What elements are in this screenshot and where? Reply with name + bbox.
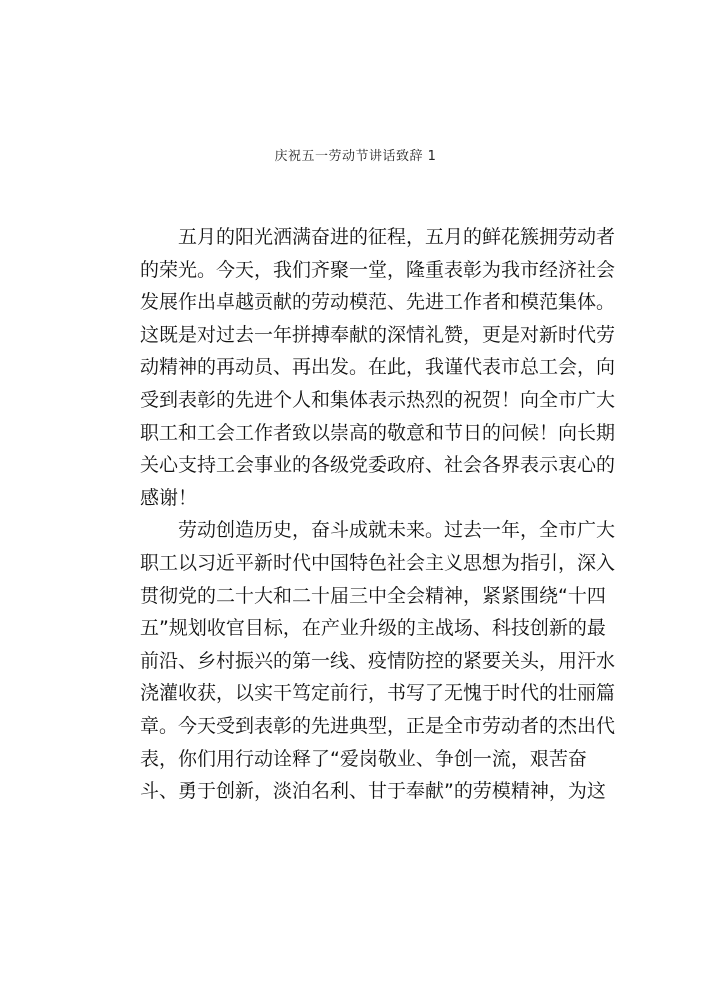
paragraph-1-line-6: 受到表彰的先进个人和集体表示热烈的祝贺！向全市广大 <box>140 388 616 411</box>
paragraph-2-line-3: 贯彻党的二十大和二十届三中全会精神，紧紧围绕“十四 <box>140 584 606 607</box>
paragraph-1-line-3: 发展作出卓越贡献的劳动模范、先进工作者和模范集体。 <box>140 291 616 314</box>
paragraph-1-line-8: 关心支持工会事业的各级党委政府、社会各界表示衷心的 <box>140 454 616 477</box>
paragraph-1-line-4: 这既是对过去一年拼搏奉献的深情礼赞，更是对新时代劳 <box>140 323 616 346</box>
paragraph-2-line-8: 表，你们用行动诠释了“爱岗敬业、争创一流，艰苦奋 <box>140 747 587 770</box>
paragraph-2-line-7: 章。今天受到表彰的先进典型，正是全市劳动者的杰出代 <box>140 714 616 737</box>
paragraph-1-line-7: 职工和工会工作者致以崇高的敬意和节日的问候！向长期 <box>140 421 616 444</box>
paragraph-1-line-9: 感谢！ <box>140 486 198 509</box>
paragraph-2-line-5: 前沿、乡村振兴的第一线、疫情防控的紧要关头，用汗水 <box>140 649 616 672</box>
document-title: 庆祝五一劳动节讲话致辞 1 <box>274 149 437 164</box>
paragraph-2-line-9: 斗、勇于创新，淡泊名利、甘于奉献”的劳模精神，为这 <box>140 780 606 803</box>
paragraph-2-line-2: 职工以习近平新时代中国特色社会主义思想为指引，深入 <box>140 551 616 574</box>
paragraph-2-line-4: 五”规划收官目标，在产业升级的主战场、科技创新的最 <box>140 617 606 640</box>
paragraph-1-line-5: 动精神的再动员、再出发。在此，我谨代表市总工会，向 <box>140 356 616 379</box>
paragraph-1-line-2: 的荣光。今天，我们齐聚一堂，隆重表彰为我市经济社会 <box>140 258 616 281</box>
paragraph-1-line-1: 五月的阳光洒满奋进的征程，五月的鲜花簇拥劳动者 <box>178 226 616 248</box>
paragraph-2-line-6: 浇灌收获，以实干笃定前行，书写了无愧于时代的壮丽篇 <box>140 682 616 705</box>
paragraph-2-line-1: 劳动创造历史，奋斗成就未来。过去一年，全市广大 <box>178 519 616 542</box>
document-body <box>140 221 616 808</box>
